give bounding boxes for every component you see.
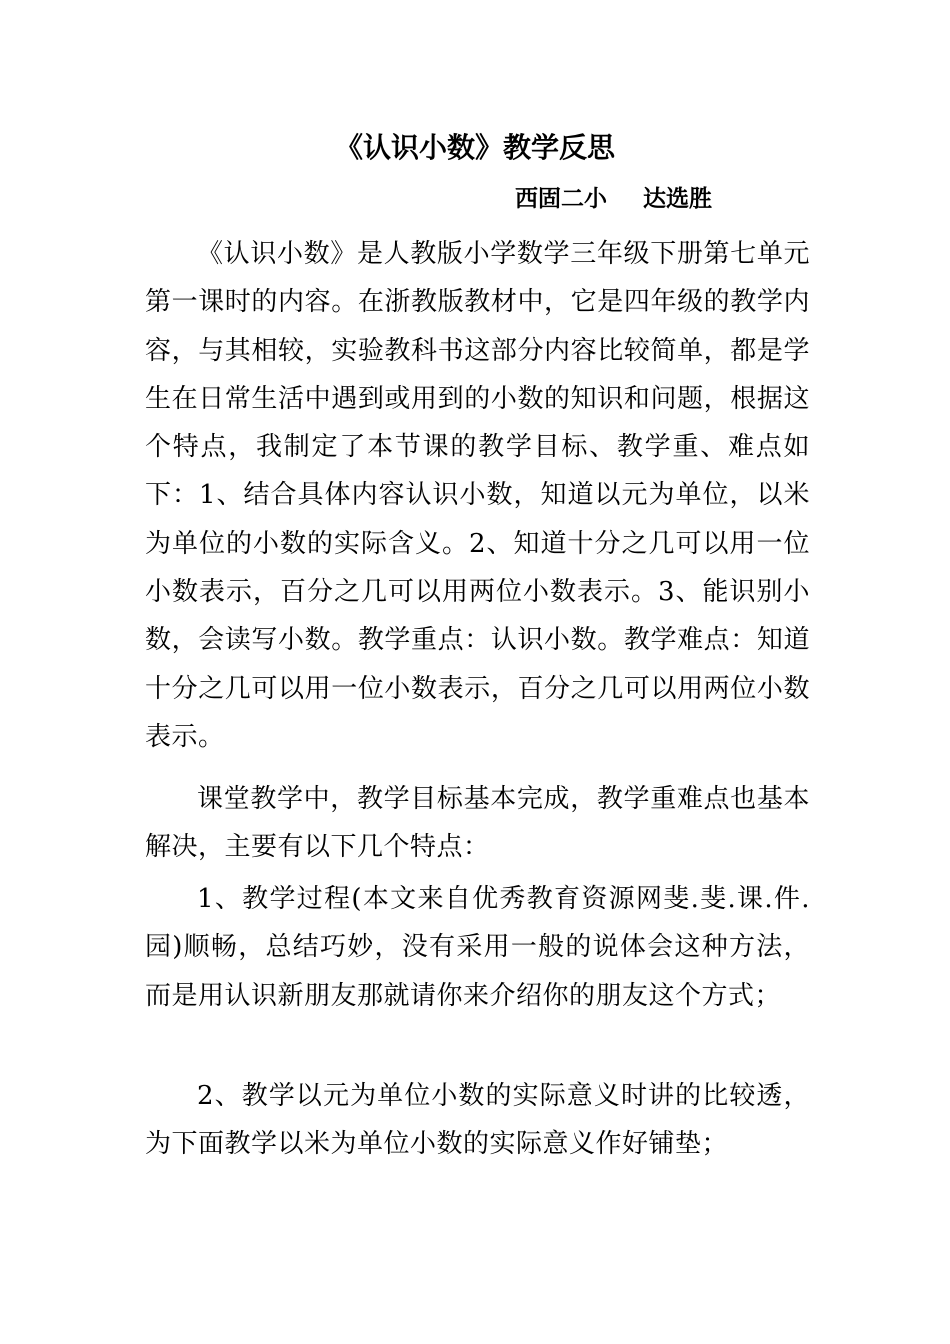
paragraph-point-1: 1、教学过程(本文来自优秀教育资源网斐.斐.课.件.园)顺畅，总结巧妙，没有采用一般的说体会这种方法，而是用认识新朋友那就请你来介绍你的朋友这个方式；	[145, 884, 810, 1011]
paragraph-point-2: 2、教学以元为单位小数的实际意义时讲的比较透，为下面教学以米为单位小数的实际意义作好铺垫；	[145, 1081, 810, 1160]
author-name: 达选胜	[643, 186, 712, 212]
school-name: 西固二小	[515, 186, 607, 212]
byline	[515, 182, 712, 216]
paragraph-summary: 课堂教学中，教学目标基本完成，教学重难点也基本解决，主要有以下几个特点：	[145, 784, 810, 863]
document-title: 《认识小数》教学反思	[334, 131, 615, 164]
paragraph-intro: 《认识小数》是人教版小学数学三年级下册第七单元第一课时的内容。在浙教版教材中，它是四年级的教学内容，与其相较，实验教科书这部分内容比较简单，都是学生在日常生活中遇到或用到的小数的知识和问题，根据这个特点，我制定了本节课的教学目标、教学重、难点如下：1、结合具体内容认识小数，知道以元为单位，以米为单位的小数的实际含义。2、知道十分之几可以用一位小数表示，百分之几可以用两位小数表示。3、能识别小数，会读写小数。教学重点：认识小数。教学难点：知道十分之几可以用一位小数表示，百分之几可以用两位小数表示。	[145, 239, 810, 752]
